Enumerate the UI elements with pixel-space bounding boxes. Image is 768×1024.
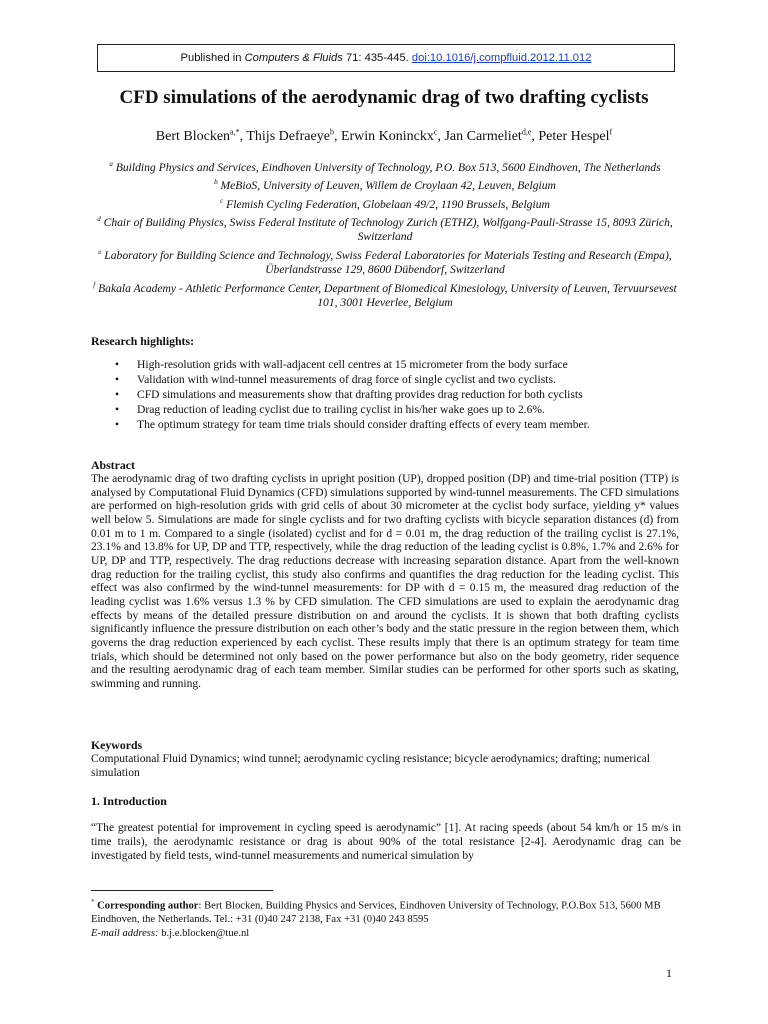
affiliation: $^f$ Bakala Academy - Athletic Performance Center, Department of Biomedical Kinesiology, University of Leuven, Tervuursevest 101, 3001 Heverlee, Belgium [93, 280, 677, 310]
footnote [91, 896, 681, 940]
introduction-body: “The greatest potential for improvement in cycling speed is aerodynamic” [1]. At racing speeds (about 54 km/h or 15 m/s in time trails), the aerodynamic resistance or drag is about 90% of the total resistance [2-4]. Aerodynamic drag can be investigated by field tests, wind-tunnel measurements and numerical simulation by [91, 822, 681, 862]
email-address[interactable]: b.j.e.blocken@tue.nl [158, 927, 250, 939]
publication-notice [97, 44, 675, 72]
highlight-item: • Validation with wind-tunnel measurements of drag force of single cyclist and two cyclists. [115, 373, 556, 386]
highlight-item: • The optimum strategy for team time trials should consider drafting effects of every team member. [115, 418, 590, 431]
bullet-icon: • [115, 358, 120, 371]
abstract-heading: Abstract [91, 458, 135, 472]
citation-info: 71: 435-445. [345, 52, 409, 64]
author: Peter Hespel$^f$ [538, 127, 613, 144]
author: Thijs Defraeye$^b$, [246, 127, 341, 144]
affiliation: $^b$ MeBioS, University of Leuven, Willem de Croylaan 42, Leuven, Belgium [214, 178, 556, 193]
highlights-heading: Research highlights: [91, 334, 195, 348]
corresponding-author-note: * Corresponding author: Bert Blocken, Building Physics and Services, Eindhoven University of Technology, P.O.Box 513, 5600 MB Eindhoven, the Netherlands. Tel.: +31 (0)40 247 2138, Fax +31 (0)40 243 8595 [91, 898, 661, 926]
journal-name: Computers & Fluids [244, 52, 343, 64]
affiliation: $^c$ Flemish Cycling Federation, Globelaan 49/2, 1190 Brussels, Belgium [220, 196, 550, 211]
bullet-icon: • [115, 388, 120, 401]
bullet-icon: • [115, 373, 120, 386]
affiliation: $^a$ Building Physics and Services, Eindhoven University of Technology, P.O. Box 513, 5600 Eindhoven, The Netherlands [109, 160, 661, 174]
affiliations [90, 157, 680, 311]
introduction-heading: 1. Introduction [91, 794, 167, 808]
page-number: 1 [666, 966, 672, 980]
author-list [40, 127, 728, 145]
bullet-icon: • [115, 418, 120, 431]
email-note: E-mail address: b.j.e.blocken@tue.nl [91, 927, 250, 939]
keywords-body: Computational Fluid Dynamics; wind tunnel; aerodynamic cycling resistance; bicycle aerodynamics; drafting; numerical simulation [91, 753, 650, 779]
affiliation: $^d$ Chair of Building Physics, Swiss Federal Institute of Technology Zurich (ETHZ), Wolfgang-Pauli-Strasse 15, 8093 Zürich, Switzerland [97, 215, 673, 244]
affiliation: $^e$ Laboratory for Building Science and Technology, Swiss Federal Laboratories for Materials Testing and Research (Empa), Überlandstrasse 129, 8600 Dübendorf, Switzerland [98, 247, 672, 277]
author: Jan Carmeliet$^{d,e}$, [444, 127, 539, 144]
footnote-divider [91, 890, 273, 891]
highlights-list [91, 357, 691, 432]
paper-title: CFD simulations of the aerodynamic drag of two drafting cyclists [119, 87, 649, 108]
highlight-item: • Drag reduction of leading cyclist due to trailing cyclist in his/her wake goes up to 2.6%. [115, 403, 545, 416]
keywords-heading: Keywords [91, 738, 143, 752]
author: Bert Blocken$^{a,*}$, [155, 127, 247, 144]
abstract-body: The aerodynamic drag of two drafting cyclists in upright position (UP), dropped position (DP) and time-trial position (TTP) is analysed by Computational Fluid Dynamics (CFD) simulations supported by wind-tunnel measurements. The CFD simulations are performed on high-resolution grids with grid cells of about 30 micrometer at the cyclist body surface, yielding y* values well below 5. Simulations are made for single cyclists and for two drafting cyclists with bicycle separation distances (d) from 0.01 m to 1 m. Compared to a single (isolated) cyclist and for d = 0.01 m, the drag reduction of the trailing cyclist is 27.1%, 23.1% and 13.8% for UP, DP and TTP, respectively, while the drag reduction of the leading cyclist is 0.8%, 1.7% and 2.6% for UP, DP and TTP, respectively. The drag reductions decrease with increasing separation distance. Apart from the well-known drag reduction for the trailing cyclist, this study also confirms and quantifies the drag reduction for the leading cyclist. This effect was also confirmed by the wind-tunnel measurements: for DP with d = 0.15 m, the measured drag reduction of the leading cyclist was 1.6% versus 1.3 % by CFD simulation. The CFD simulations are used to explain the aerodynamic drag effects by means of the detailed pressure distribution on and around the cyclists. It is shown that both drafting cyclists significantly influence the pressure distribution on each other’s body and the static pressure in the region between them, which governs the drag reduction experienced by each cyclist. These results imply that there is an optimum strategy for team time trials, which should be determined not only based on the power performance but also on the body geometry, rider sequence and the resulting aerodynamic drag of each team member. Similar studies can be performed for other sports such as skating, swimming and running. [91, 473, 679, 690]
highlight-item: • CFD simulations and measurements show that drafting provides drag reduction for both cyclists [115, 388, 583, 401]
bullet-icon: • [115, 403, 120, 416]
doi-link[interactable]: doi:10.1016/j.compfluid.2012.11.012 [411, 52, 592, 64]
author: Erwin Koninckx$^c$, [340, 127, 445, 144]
published-in-label: Published in [180, 52, 242, 64]
highlight-item: • High-resolution grids with wall-adjacent cell centres at 15 micrometer from the body surface [115, 358, 568, 371]
